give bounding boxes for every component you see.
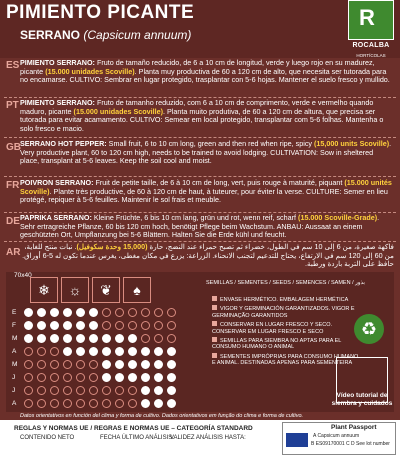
- calendar-dot: [63, 308, 72, 317]
- footnote: Datos orientativos en función del clima y forma de cultivo. Dados orientativos em função do clima e forma de cultivo.: [20, 413, 304, 419]
- desc-text: . Planta muito produtiva, de 60 a 120 cm de altura, que precisa ser tutorada para evitar acamamento. CULTIVO: Semear em local protegido, transplantar com 5-6 folhas. Mantenha o solo fresco e macio.: [20, 106, 384, 133]
- regulations-text: REGLAS Y NORMAS UE / REGRAS E NORMAS UE – CATEGORÍA STANDARD: [14, 425, 253, 432]
- calendar-dot: [115, 334, 124, 343]
- calendar-dot: [37, 360, 46, 369]
- calendar-dot: [89, 373, 98, 382]
- seeds-item-text: SEMILLAS PARA SIEMBRA NO APTAS PARA EL CONSUMO HUMANO O ANIMAL: [212, 338, 342, 351]
- calendar-dot: [115, 360, 124, 369]
- pepper-icon: ♠: [123, 277, 151, 303]
- calendar-dot: [37, 308, 46, 317]
- desc-name: PAPRIKA SERRANO:: [20, 213, 92, 222]
- calendar-dot: [154, 334, 163, 343]
- calendar-dot: [141, 321, 150, 330]
- desc-text: فاكهة صغيرة، من 6 إلى 10 سم في الطول، خضراء ثم تصبح حمراء عند النضج، حارة: [147, 242, 394, 251]
- lang-tag-es: ES: [6, 60, 20, 71]
- calendar-dot: [50, 386, 59, 395]
- calendar-dot: [154, 399, 163, 408]
- desc-text: Small fruit, 6 to 10 cm long, green and then red when ripe, spicy: [106, 139, 315, 148]
- desc-name: PIMIENTO SERRANO:: [20, 98, 95, 107]
- description-fr: [20, 179, 394, 205]
- month-label: M: [12, 361, 18, 368]
- calendar-row: [12, 319, 180, 332]
- warning-icon: [212, 353, 217, 358]
- calendar-dot: [141, 308, 150, 317]
- calendar-dot: [50, 399, 59, 408]
- calendar-dot: [37, 386, 46, 395]
- calendar-row: [12, 371, 180, 384]
- calendar-dot: [141, 334, 150, 343]
- scoville-highlight: (15.000 unités Scoville): [20, 178, 392, 196]
- lang-tag-gb: GB: [6, 142, 21, 153]
- calendar-row: [12, 345, 180, 358]
- desc-text: . نبات منتج للغاية، من 60 إلى 120 سم في الارتفاع، يحتاج للتدعيم لتجنب الانحناء. الزراعة: يزرع في مكان مغطى، يغرس عندما تكون له 5-6 أوراق. حافظ على التربة باردة ورطبة.: [22, 242, 394, 269]
- calendar-dot: [63, 347, 72, 356]
- calendar-dot: [102, 308, 111, 317]
- scoville-highlight: (15,000 units Scoville): [314, 139, 390, 148]
- desc-text: Kleine Früchte, 6 bis 10 cm lang, grün und rot, wenn reif, scharf: [91, 213, 299, 222]
- calendar-dot: [141, 373, 150, 382]
- calendar-dot: [102, 360, 111, 369]
- calendar-dot: [63, 360, 72, 369]
- calendar-dot: [89, 399, 98, 408]
- calendar-dot: [167, 386, 176, 395]
- calendar-dot: [141, 399, 150, 408]
- calendar-dot: [167, 321, 176, 330]
- calendar-dot: [128, 334, 137, 343]
- calendar-dot: [89, 334, 98, 343]
- info-panel: [6, 272, 394, 412]
- scoville-highlight: (15.000 unidades Scoville): [45, 66, 135, 76]
- calendar-dot: [128, 399, 137, 408]
- calendar-dot: [37, 373, 46, 382]
- calendar-row: [12, 358, 180, 371]
- description-gb: [20, 140, 394, 166]
- calendar-dot: [24, 334, 33, 343]
- calendar-dot: [89, 386, 98, 395]
- calendar-dot: [128, 308, 137, 317]
- calendar-dot: [128, 373, 137, 382]
- brand-logo: [348, 0, 394, 58]
- calendar-dot: [24, 347, 33, 356]
- calendar-dot: [50, 308, 59, 317]
- desc-text: . Planta muy productiva de 60 a 120 cm de alto, que necesita ser tutorada para no encamarse. CULTIVO: Sembrar en lugar protegido, trasplantar con 5-6 hojas. Mantener el suelo fresco y mullido.: [20, 66, 390, 85]
- calendar-dot: [154, 321, 163, 330]
- calendar-dot: [154, 308, 163, 317]
- seeds-item-text: VIGOR Y GERMINACIÓN GARANTIZADOS. VIGOR E GERMINAÇÃO GARANTIDOS: [212, 306, 355, 319]
- calendar-dot: [141, 360, 150, 369]
- calendar-dot: [154, 360, 163, 369]
- seeds-item: [212, 305, 362, 319]
- passport-title: Plant Passport: [331, 424, 377, 431]
- calendar-dot: [167, 360, 176, 369]
- seeds-item: [212, 337, 362, 351]
- logo-subtext: HORTÍCOLAS: [356, 53, 386, 58]
- calendar-dot: [128, 321, 137, 330]
- seeds-item: [212, 321, 362, 335]
- desc-text: . Plante très productive, de 60 à 120 cm de haut, à tuteurer, pour éviter la verse. CULTURE: Semer en lieu protégé, repiquer à 5-6 feuilles. Maintenir le sol frais et meuble.: [20, 186, 388, 205]
- calendar-dot: [63, 321, 72, 330]
- calendar-dot: [115, 347, 124, 356]
- recycle-icon: ♻: [354, 314, 384, 344]
- calendar-dot: [63, 399, 72, 408]
- calendar-dot: [63, 373, 72, 382]
- calendar-row: [12, 332, 180, 345]
- desc-text: Fruto de tamanho reduzido, com 6 a 10 cm de comprimento, verde e vermelho quando maduro, picante: [20, 98, 374, 116]
- calendar-dot: [89, 360, 98, 369]
- leaf-icon: ❦: [92, 277, 120, 303]
- calendar-dot: [50, 360, 59, 369]
- sowing-calendar: [12, 306, 180, 410]
- month-label: A: [12, 400, 17, 407]
- scoville-highlight: (15,000 وحدة سكوفيل): [76, 242, 148, 251]
- calendar-dot: [141, 347, 150, 356]
- calendar-dot: [102, 334, 111, 343]
- calendar-dot: [128, 360, 137, 369]
- calendar-dot: [37, 334, 46, 343]
- calendar-dot: [167, 334, 176, 343]
- calendar-dot: [154, 347, 163, 356]
- spacing-label: 70x40: [14, 272, 32, 279]
- month-label: E: [12, 309, 17, 316]
- calendar-dot: [24, 321, 33, 330]
- calendar-dot: [24, 399, 33, 408]
- calendar-dot: [50, 334, 59, 343]
- calendar-dot: [115, 373, 124, 382]
- scoville-highlight: (15.000 unidades Scoville): [73, 106, 164, 116]
- desc-name: SERRANO HOT PEPPER:: [20, 139, 107, 148]
- calendar-dot: [115, 399, 124, 408]
- calendar-dot: [50, 321, 59, 330]
- calendar-dot: [24, 386, 33, 395]
- calendar-dot: [167, 347, 176, 356]
- seeds-item-text: CONSERVAR EN LUGAR FRESCO Y SECO. CONSERVAR EM LUGAR FRESCO E SECO: [212, 322, 333, 335]
- calendar-dot: [167, 373, 176, 382]
- month-label: A: [12, 348, 17, 355]
- calendar-dot: [89, 347, 98, 356]
- month-label: M: [12, 335, 18, 342]
- variety-name: SERRANO: [20, 28, 81, 42]
- calendar-dot: [24, 373, 33, 382]
- calendar-dot: [167, 308, 176, 317]
- calendar-dot: [24, 308, 33, 317]
- variety-line: [20, 28, 191, 42]
- calendar-dot: [154, 386, 163, 395]
- check-icon: [212, 321, 217, 326]
- calendar-dot: [76, 321, 85, 330]
- seeds-item: [212, 296, 362, 303]
- calendar-dot: [76, 386, 85, 395]
- header: [0, 0, 400, 58]
- logo-brand: ROCALBA: [352, 42, 390, 49]
- calendar-dot: [76, 373, 85, 382]
- calendar-dot: [37, 321, 46, 330]
- validity-label: VALIDEZ ANÁLISIS HASTA:: [170, 435, 246, 441]
- video-tutorial-label[interactable]: Vídeo tutorial de siembra y cuidados: [331, 392, 393, 407]
- check-icon: [212, 305, 217, 310]
- calendar-dot: [102, 373, 111, 382]
- calendar-dot: [37, 347, 46, 356]
- calendar-row: [12, 384, 180, 397]
- desc-text: . Sehr ertragreiche Pflanze, 60 bis 120 cm hoch, benötigt Pflege beim Wachstum. ANBAU: Aussaat an einem geschützten Ort, Umpflanzung bei 5-6 Blättern. Halten Sie die Erde kühl und feucht.: [20, 213, 380, 240]
- desc-text: . Very productive plant, 60 to 120 cm high, needs to be trained to avoid lodging. CULTIVATION: Sow in sheltered place, transplant at 5-6 leaves. Keep the soil cool and moist.: [20, 139, 392, 166]
- lang-tag-ar: AR: [6, 247, 21, 258]
- lang-tag-de: DE: [6, 216, 20, 227]
- description-es: [20, 59, 394, 85]
- product-title: PIMIENTO PICANTE: [6, 2, 195, 23]
- seeds-title: SEMILLAS / SEMENTES / SEEDS / SEMENCES / SAMEN / بذور: [206, 280, 365, 286]
- warning-icon: [212, 337, 217, 342]
- calendar-dot: [50, 347, 59, 356]
- calendar-dot: [115, 386, 124, 395]
- calendar-dot: [128, 347, 137, 356]
- net-content-label: CONTENIDO NETO: [20, 435, 75, 441]
- check-icon: [212, 296, 217, 301]
- calendar-dot: [102, 321, 111, 330]
- calendar-dot: [115, 308, 124, 317]
- plant-passport: [282, 422, 396, 455]
- lang-tag-fr: FR: [6, 180, 20, 191]
- calendar-row: [12, 306, 180, 319]
- calendar-row: [12, 397, 180, 410]
- calendar-dot: [76, 334, 85, 343]
- scientific-name: (Capsicum annuum): [83, 28, 192, 42]
- calendar-dot: [102, 399, 111, 408]
- calendar-dot: [50, 373, 59, 382]
- month-label: F: [12, 322, 16, 329]
- analysis-date-label: FECHA ÚLTIMO ANÁLISIS:: [100, 435, 174, 441]
- month-label: J: [12, 374, 16, 381]
- calendar-dot: [141, 386, 150, 395]
- eu-flag-icon: [286, 433, 308, 447]
- lang-tag-pt: PT: [6, 100, 19, 111]
- sun-icon: ☼: [61, 277, 89, 303]
- calendar-dot: [76, 399, 85, 408]
- calendar-dot: [76, 347, 85, 356]
- calendar-dot: [37, 399, 46, 408]
- desc-text: Fruit de petite taille, de 6 à 10 cm de long, vert, puis rouge à maturité, piquant: [93, 178, 345, 187]
- calendar-dot: [63, 334, 72, 343]
- snowflake-icon: ❄: [30, 277, 58, 303]
- calendar-dot: [154, 373, 163, 382]
- description-de: [20, 214, 394, 240]
- passport-line: A Capsicum annuum: [313, 433, 360, 439]
- desc-name: PIMIENTO SERRANO:: [20, 58, 95, 67]
- calendar-dot: [89, 308, 98, 317]
- calendar-dot: [128, 386, 137, 395]
- calendar-dot: [102, 347, 111, 356]
- description-pt: [20, 99, 394, 133]
- desc-name: POIVRON SERRANO:: [20, 178, 94, 187]
- seeds-item-text: ENVASE HERMÉTICO. EMBALAGEM HERMÉTICA: [220, 297, 349, 303]
- desc-text: Fruto de tamaño reducido, de 6 a 10 cm de longitud, verde y luego rojo en su madurez, picante: [20, 58, 375, 76]
- passport-line: B ES09170001 C D See lot number: [311, 441, 390, 447]
- logo-mark: R: [359, 5, 375, 30]
- bottom-bar: [0, 420, 400, 457]
- description-ar: [20, 243, 394, 269]
- calendar-dot: [24, 360, 33, 369]
- calendar-dot: [63, 386, 72, 395]
- calendar-dot: [115, 321, 124, 330]
- scoville-highlight: (15.000 Scoville-Grade): [298, 213, 378, 222]
- calendar-dot: [76, 360, 85, 369]
- seeds-item-text: SEMENTES IMPRÓPRIAS PARA CONSUMO HUMANO E ANIMAL. DESTINADAS APENAS PARA SEMENTEIRA: [212, 353, 359, 367]
- calendar-dot: [89, 321, 98, 330]
- calendar-dot: [76, 308, 85, 317]
- calendar-dot: [167, 399, 176, 408]
- icon-row: [30, 277, 151, 303]
- month-label: J: [12, 387, 16, 394]
- calendar-dot: [102, 386, 111, 395]
